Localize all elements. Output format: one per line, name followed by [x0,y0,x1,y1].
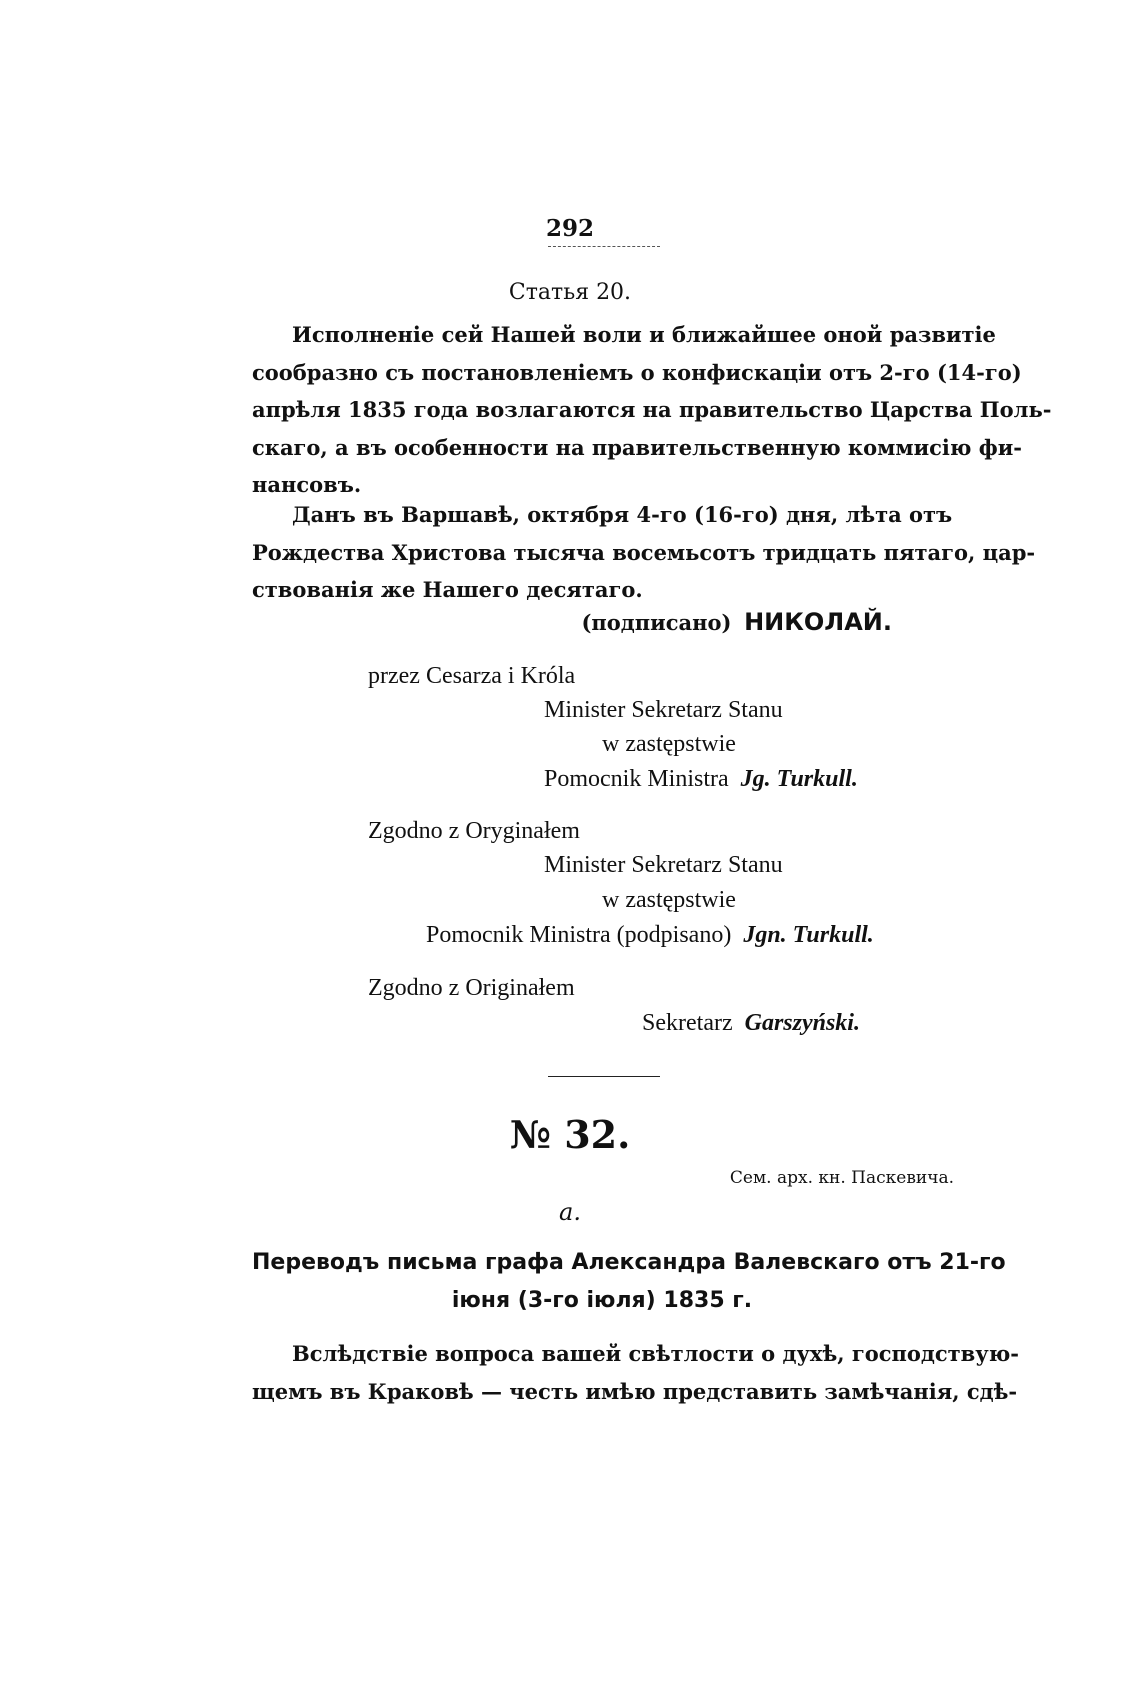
paragraph-3-line: щемъ въ Краковѣ — честь имѣю представить замѣчанія, сдѣ- [252,1378,1018,1404]
block2-line4-text: Pomocnik Ministra (podpisano) [426,922,732,948]
block3-line1: Zgodno z Originałem [368,975,575,1001]
block1-line4-text: Pomocnik Ministra [544,766,729,792]
paragraph-2-line: ствованія же Нашего десятаго. [252,577,643,602]
block2-signatory: Jgn. Turkull. [743,922,874,948]
block1-line3: w zastępstwie [602,731,736,757]
block1-line1: przez Cesarza i Króla [368,663,576,689]
paragraph-1-line: Исполненіе сей Нашей воли и ближайшее оной развитіе [292,322,996,347]
block2-line2: Minister Sekretarz Stanu [544,852,783,878]
article-title: Статья 20. [508,280,632,305]
paragraph-1-line: апрѣля 1835 года возлагаются на правительство Царства Поль- [252,397,1052,422]
block2-line1: Zgodno z Oryginałem [368,818,580,844]
block3-line2 [642,1010,860,1037]
block3-signatory: Garszyński. [744,1010,860,1036]
paragraph-1-line: скаго, а въ особенности на правительственную коммисію фи- [252,434,1022,460]
heading-line: іюня (3-го іюля) 1835 г. [451,1288,753,1313]
block1-signatory: Jg. Turkull. [740,766,858,792]
archive-note: Сем. арх. кн. Паскевича. [729,1168,954,1188]
paragraph-2 [252,496,1036,609]
paragraph-2-line: Рождества Христова тысяча восемьсотъ тридцать пятаго, цар- [252,539,1036,565]
paragraph-1-line: сообразно съ постановленіемъ о конфискаціи отъ 2-го (14-го) [252,359,1022,385]
document-heading [252,1244,1006,1320]
block2-line3: w zastępstwie [602,887,736,913]
section-divider [548,1076,660,1077]
block1-line4 [544,766,858,793]
paragraph-3-line: Вслѣдствіе вопроса вашей свѣтлости о духѣ, господствую- [292,1341,1019,1366]
block3-line2-text: Sekretarz [642,1010,733,1036]
block1-line2: Minister Sekretarz Stanu [544,697,783,723]
page-number-ornament [548,246,660,247]
signature-name: НИКОЛАЙ. [744,608,892,636]
paragraph-1 [252,316,1052,504]
paragraph-1-line: нансовъ. [252,472,362,497]
imperial-signature [581,608,892,636]
paragraph-2-line: Данъ въ Варшавѣ, октября 4-го (16-го) дня, лѣта отъ [292,502,953,527]
page-number: 292 [545,215,594,242]
signature-prefix: (подписано) [581,610,732,635]
document-number: № 32. [509,1112,631,1157]
heading-line: Переводъ письма графа Александра Валевскаго отъ 21-го [252,1250,1006,1275]
paragraph-3 [252,1335,1019,1410]
letter-label: a. [559,1198,581,1226]
block2-line4 [426,922,874,949]
